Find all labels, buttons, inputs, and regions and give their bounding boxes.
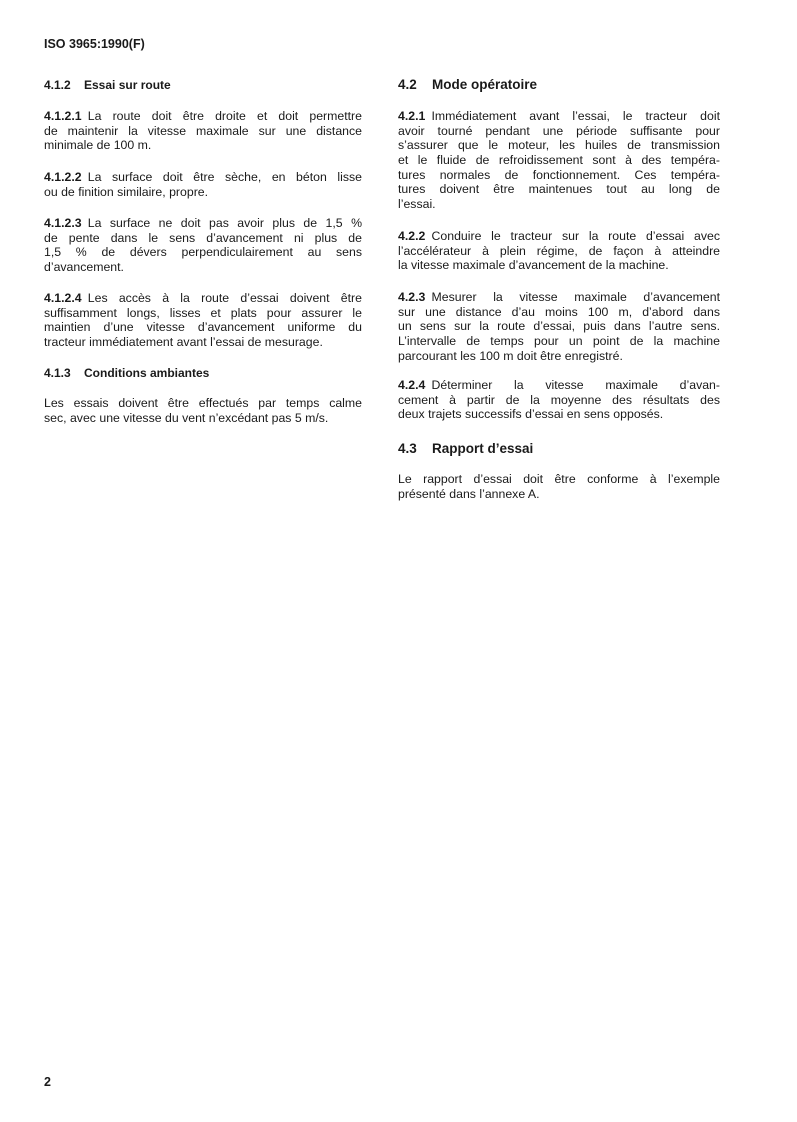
line-text: Immédiatement avant l’essai, le tracteur doit (431, 109, 720, 123)
line-text: deux trajets successifs d’essai en sens opposés. (398, 407, 664, 422)
heading-4-3 (398, 441, 720, 456)
text-line (398, 258, 720, 273)
line-text: l’accélérateur à plein régime, de façon à atteindre (398, 243, 720, 258)
line-text: La surface ne doit pas avoir plus de 1,5 % (87, 216, 362, 230)
text-line (398, 487, 720, 502)
paragraph-4-1-2-3 (44, 216, 362, 275)
line-text: Les essais doivent être effectués par temps calme (44, 396, 362, 410)
line-text: et le fluide de refroidissement sont à des tempéra- (398, 153, 720, 168)
text-line (398, 472, 720, 487)
heading-4-1-2 (44, 78, 362, 92)
line-text: tures doivent être maintenues tout au long de (398, 182, 720, 197)
text-line (44, 291, 362, 306)
paragraph-4-1-2-1 (44, 109, 362, 153)
heading-4-2 (398, 77, 720, 92)
text-line (44, 335, 362, 350)
paragraph-4-1-3 (44, 396, 362, 425)
text-line (398, 334, 720, 349)
text-line (398, 153, 720, 168)
text-line (398, 393, 720, 408)
line-text: présenté dans l’annexe A. (398, 486, 540, 501)
line-text: Conduire le tracteur sur la route d’essai avec (431, 229, 720, 243)
line-text: tracteur immédiatement avant l’essai de mesurage. (44, 335, 323, 350)
text-line (398, 182, 720, 197)
text-line (398, 378, 720, 393)
line-text: de maintenir la vitesse maximale sur une distance (44, 123, 362, 138)
line-text: avoir tourné pendant une période suffisante pour (398, 123, 720, 138)
text-line (398, 244, 720, 259)
paragraph-number: 4.1.2.2 (44, 170, 82, 184)
paragraph-4-1-2-4 (44, 291, 362, 350)
heading-number: 4.2 (398, 77, 417, 92)
text-line (398, 197, 720, 212)
text-line (398, 290, 720, 305)
text-line (398, 168, 720, 183)
line-text: sec, avec une vitesse du vent n’excédant pas 5 m/s. (44, 410, 329, 425)
paragraph-4-2-2 (398, 229, 720, 273)
paragraph-4-2-4 (398, 378, 720, 422)
paragraph-number: 4.1.2.3 (44, 216, 82, 230)
text-line (398, 109, 720, 124)
page-number: 2 (44, 1075, 51, 1089)
paragraph-number: 4.2.4 (398, 378, 426, 392)
heading-title: Conditions ambiantes (84, 366, 210, 380)
paragraph-number: 4.1.2.1 (44, 109, 82, 123)
line-text: s’assurer que le moteur, les huiles de transmission (398, 138, 720, 153)
document-header: ISO 3965:1990(F) (44, 37, 145, 51)
text-line (44, 411, 362, 426)
line-text: Mesurer la vitesse maximale d’avancement (431, 290, 720, 304)
line-text: La surface doit être sèche, en béton lisse (87, 170, 362, 184)
line-text: La route doit être droite et doit permettre (87, 109, 362, 123)
paragraph-4-2-3 (398, 290, 720, 363)
text-line (44, 170, 362, 185)
line-text: d’avancement. (44, 260, 124, 275)
text-line (44, 320, 362, 335)
text-line (44, 216, 362, 231)
text-line (44, 185, 362, 200)
line-text: parcourant les 100 m doit être enregistré. (398, 348, 623, 363)
line-text: suffisamment longs, lisses et plats pour assurer le (44, 305, 362, 320)
text-line (44, 231, 362, 246)
heading-title: Rapport d’essai (432, 441, 534, 456)
line-text: sur une distance d’au moins 100 m, d’abord dans (398, 304, 720, 319)
text-line (44, 124, 362, 139)
line-text: L’intervalle de temps pour un point de la machine (398, 334, 720, 349)
line-text: minimale de 100 m. (44, 138, 152, 153)
heading-title: Mode opératoire (432, 77, 538, 92)
text-line (44, 396, 362, 411)
heading-number: 4.1.3 (44, 366, 71, 380)
text-line (44, 138, 362, 153)
line-text: l’essai. (398, 197, 436, 212)
line-text: cement à partir de la moyenne des résultats des (398, 392, 720, 407)
line-text: 1,5 % de dévers perpendiculairement au sens (44, 245, 362, 260)
paragraph-4-3 (398, 472, 720, 501)
line-text: un sens sur la route d’essai, puis dans l’autre sens. (398, 319, 720, 334)
line-text: tures normales de fonctionnement. Ces tempéra- (398, 167, 720, 182)
text-line (398, 124, 720, 139)
line-text: de pente dans le sens d’avancement ni plus de (44, 230, 362, 245)
line-text: la vitesse maximale d’avancement de la machine. (398, 258, 669, 273)
text-line (398, 229, 720, 244)
line-text: Les accès à la route d’essai doivent être (87, 291, 362, 305)
heading-title: Essai sur route (84, 78, 171, 92)
text-line (398, 305, 720, 320)
text-line (44, 109, 362, 124)
line-text: Déterminer la vitesse maximale d’avan- (431, 378, 720, 392)
line-text: maintien d’une vitesse d’avancement uniforme du (44, 320, 362, 335)
paragraph-4-2-1 (398, 109, 720, 212)
heading-number: 4.3 (398, 441, 417, 456)
text-line (398, 319, 720, 334)
text-line (44, 260, 362, 275)
paragraph-number: 4.1.2.4 (44, 291, 82, 305)
text-line (44, 245, 362, 260)
paragraph-number: 4.2.2 (398, 229, 426, 243)
text-line (398, 349, 720, 364)
heading-4-1-3 (44, 366, 362, 380)
heading-number: 4.1.2 (44, 78, 71, 92)
line-text: Le rapport d’essai doit être conforme à l’exemple (398, 472, 720, 486)
text-line (398, 138, 720, 153)
paragraph-number: 4.2.1 (398, 109, 426, 123)
line-text: ou de finition similaire, propre. (44, 184, 209, 199)
paragraph-4-1-2-2 (44, 170, 362, 199)
text-line (44, 306, 362, 321)
text-line (398, 407, 720, 422)
paragraph-number: 4.2.3 (398, 290, 426, 304)
